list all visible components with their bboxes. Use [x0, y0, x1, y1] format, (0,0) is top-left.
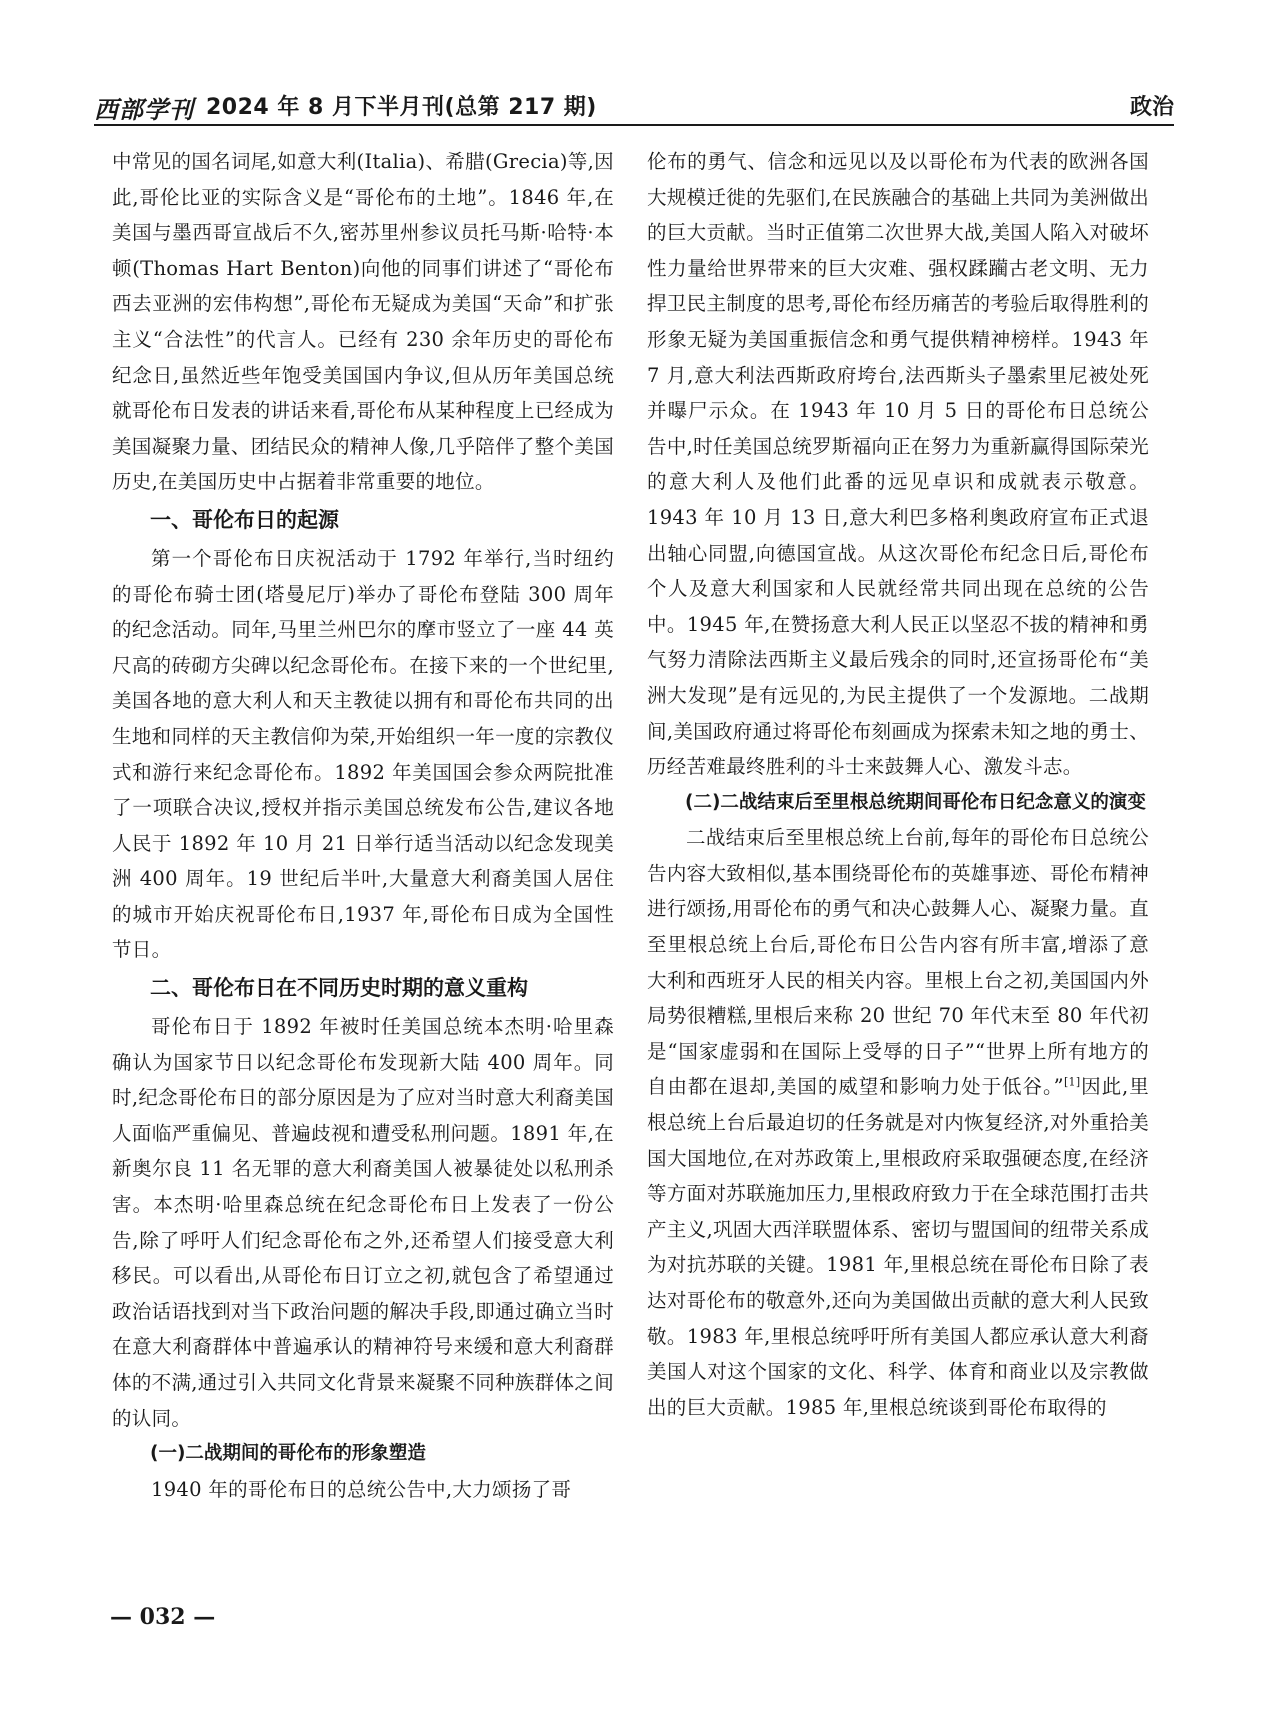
citation-marker: [1] [1063, 1075, 1081, 1089]
section-heading: 一、哥伦布日的起源 [150, 507, 339, 532]
journal-logo: 西部学刊 [94, 95, 194, 124]
header-rule [94, 124, 1174, 126]
paragraph [647, 820, 1149, 1425]
page-number: — 032 — [110, 1604, 216, 1630]
page-header [94, 88, 1174, 122]
subsection-heading: (二)二战结束后至里根总统期间哥伦布日纪念意义的演变 [685, 791, 1146, 813]
right-column [647, 144, 1149, 1614]
paragraph: 伦布的勇气、信念和远见以及以哥伦布为代表的欧洲各国大规模迁徙的先驱们,在民族融合的基础上共同为美洲做出的巨大贡献。当时正值第二次世界大战,美国人陷入对破坏性力量给世界带来的巨大灾难、强权蹂躏古老文明、无力捍卫民主制度的思考,哥伦布经历痛苦的考验后取得胜利的形象无疑为美国重振信念和勇气提供精神榜样。1943 年 7 月,意大利法西斯政府垮台,法西斯头子墨索里尼被处死并曝尸示众。在 1943 年 10 月 5 日的哥伦布日总统公告中,时任美国总统罗斯福向正在努力为重新赢得国际荣光的意大利人及他们此番的远见卓识和成就表示敬意。1943 年 10 月 13 日,意大利巴多格利奥政府宣布正式退出轴心同盟,向德国宣战。从这次哥伦布纪念日后,哥伦布个人及意大利国家和人民就经常共同出现在总统的公告中。1945 年,在赞扬意大利人民正以坚忍不拔的精神和勇气努力清除法西斯主义最后残余的同时,还宣扬哥伦布“美洲大发现”是有远见的,为民主提供了一个发源地。二战期间,美国政府通过将哥伦布刻画成为探索未知之地的勇士、历经苦难最终胜利的斗士来鼓舞人心、激发斗志。 [647, 150, 1149, 779]
section-tag: 政治 [1129, 95, 1174, 120]
paragraph: 哥伦布日于 1892 年被时任美国总统本杰明·哈里森确认为国家节日以纪念哥伦布发现新大陆 400 周年。同时,纪念哥伦布日的部分原因是为了应对当时意大利裔美国人面临严重偏见、普遍歧视和遭受私刑问题。1891 年,在新奥尔良 11 名无罪的意大利裔美国人被暴徒处以私刑杀害。本杰明·哈里森总统在纪念哥伦布日上发表了一份公告,除了呼吁人们纪念哥伦布之外,还希望人们接受意大利移民。可以看出,从哥伦布日订立之初,就包含了希望通过政治话语找到对当下政治问题的解决手段,即通过确立当时在意大利裔群体中普遍承认的精神符号来缓和意大利裔群体的不满,通过引入共同文化背景来凝聚不同种族群体之间的认同。 [112, 1015, 614, 1430]
paragraph: 1940 年的哥伦布日的总统公告中,大力颂扬了哥 [151, 1477, 572, 1501]
issue-info: 2024 年 8 月下半月刊(总第 217 期) [206, 95, 597, 120]
paragraph: 第一个哥伦布日庆祝活动于 1792 年举行,当时纽约的哥伦布骑士团(塔曼尼厅)举办了哥伦布登陆 300 周年的纪念活动。同年,马里兰州巴尔的摩市竖立了一座 44 英尺高的砖砌方尖碑以纪念哥伦布。在接下来的一个世纪里,美国各地的意大利人和天主教徒以拥有和哥伦布共同的出生地和同样的天主教信仰为荣,开始组织一年一度的宗教仪式和游行来纪念哥伦布。1892 年美国国会参众两院批准了一项联合决议,授权并指示美国总统发布公告,建议各地人民于 1892 年 10 月 21 日举行适当活动以纪念发现美洲 400 周年。19 世纪后半叶,大量意大利裔美国人居住的城市开始庆祝哥伦布日,1937 年,哥伦布日成为全国性节日。 [112, 546, 614, 962]
paragraph-text: 因此,里根总统上台后最迫切的任务就是对内恢复经济,对外重拾美国大国地位,在对苏政策上,里根政府采取强硬态度,在经济等方面对苏联施加压力,里根政府致力于在全球范围打击共产主义,巩固大西洋联盟体系、密切与盟国间的纽带关系成为对抗苏联的关键。1981 年,里根总统在哥伦布日除了表达对哥伦布的敬意外,还向为美国做出贡献的意大利人民致敬。1983 年,里根总统呼吁所有美国人都应承认意大利裔美国人对这个国家的文化、科学、体育和商业以及宗教做出的巨大贡献。1985 年,里根总统谈到哥伦布取得的 [647, 1075, 1149, 1419]
paragraph: 中常见的国名词尾,如意大利(Italia)、希腊(Grecia)等,因此,哥伦比亚的实际含义是“哥伦布的土地”。1846 年,在美国与墨西哥宣战后不久,密苏里州参议员托马斯·哈特·本顿(Thomas Hart Benton)向他的同事们讲述了“哥伦布西去亚洲的宏伟构想”,哥伦布无疑成为美国“天命”和扩张主义“合法性”的代言人。已经有 230 余年历史的哥伦布纪念日,虽然近些年饱受美国国内争议,但从历年美国总统就哥伦布日发表的讲话来看,哥伦布从某种程度上已经成为美国凝聚力量、团结民众的精神人像,几乎陪伴了整个美国历史,在美国历史中占据着非常重要的地位。 [112, 150, 614, 494]
subsection-heading: (一)二战期间的哥伦布的形象塑造 [150, 1443, 426, 1465]
paragraph-text: 二战结束后至里根总统上台前,每年的哥伦布日总统公告内容大致相似,基本围绕哥伦布的英雄事迹、哥伦布精神进行颂扬,用哥伦布的勇气和决心鼓舞人心、凝聚力量。直至里根总统上台后,哥伦布日公告内容有所丰富,增添了意大利和西班牙人民的相关内容。里根上台之初,美国国内外局势很糟糕,里根后来称 20 世纪 70 年代末至 80 年代初是“国家虚弱和在国际上受辱的日子”“世界上所有地方的自由都在退却,美国的威望和影响力处于低谷。” [647, 826, 1149, 1099]
section-heading: 二、哥伦布日在不同历史时期的意义重构 [150, 976, 528, 1001]
left-column [112, 144, 614, 1614]
